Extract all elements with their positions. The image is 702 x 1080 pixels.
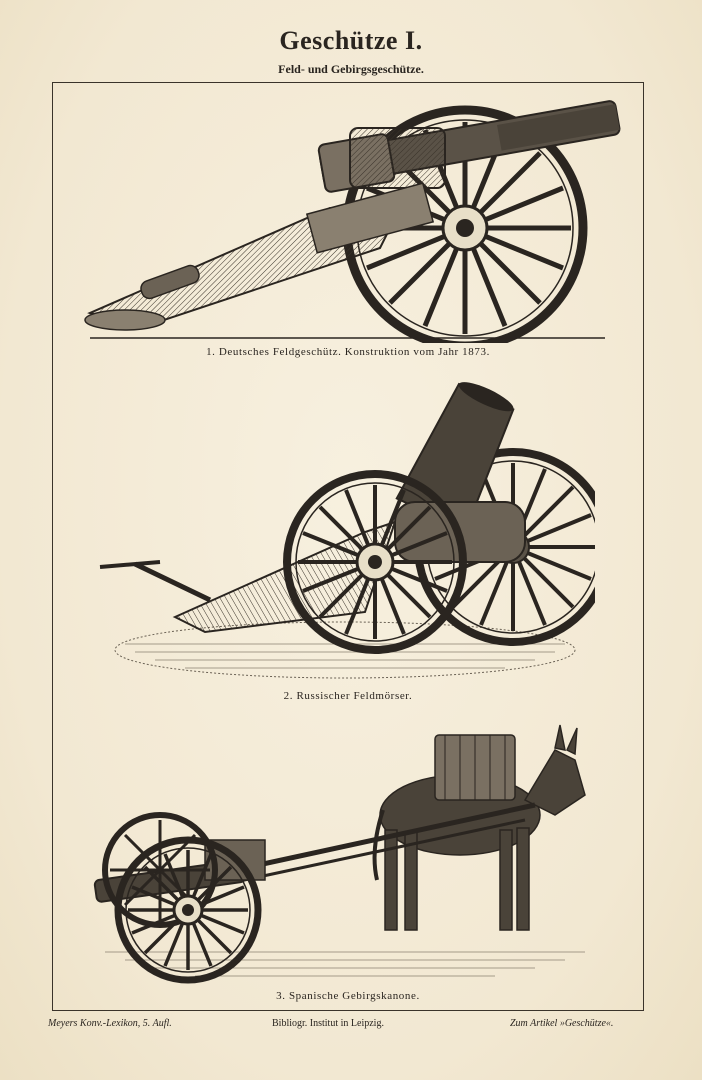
- footer-publisher: Bibliogr. Institut in Leipzig.: [272, 1018, 384, 1029]
- field-gun-illustration: [80, 88, 625, 343]
- mountain-gun-illustration: [85, 720, 605, 985]
- field-mortar-illustration: [95, 372, 595, 684]
- footer-publication: Meyers Konv.-Lexikon, 5. Aufl.: [48, 1018, 172, 1029]
- page-title: Geschütze I.: [279, 26, 423, 55]
- caption-plate-1: 1. Deutsches Feldgeschütz. Konstruktion vom Jahr 1873.: [206, 346, 490, 358]
- page-subtitle: Feld- und Gebirgsgeschütze.: [278, 62, 424, 76]
- footer-article-ref: Zum Artikel »Geschütze«.: [510, 1018, 614, 1029]
- caption-plate-3: 3. Spanische Gebirgskanone.: [276, 990, 420, 1002]
- caption-plate-2: 2. Russischer Feldmörser.: [283, 690, 413, 702]
